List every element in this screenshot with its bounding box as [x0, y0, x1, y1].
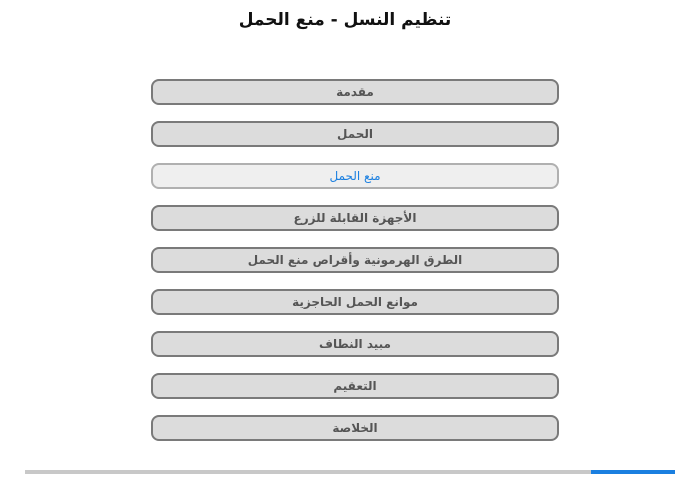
progress-bar-fill [591, 470, 676, 474]
menu-item-summary[interactable]: الخلاصة [151, 415, 559, 441]
menu-item-introduction[interactable]: مقدمة [151, 79, 559, 105]
menu-item-contraception[interactable]: منع الحمل [151, 163, 559, 189]
progress-bar [25, 470, 675, 474]
chapter-menu [151, 79, 559, 457]
page-title: تنظيم النسل - منع الحمل [238, 10, 452, 30]
menu-item-spermicide[interactable]: مبيد النطاف [151, 331, 559, 357]
menu-item-sterilization[interactable]: التعقيم [151, 373, 559, 399]
menu-item-pregnancy[interactable]: الحمل [151, 121, 559, 147]
menu-item-hormonal-methods[interactable]: الطرق الهرمونية وأقراص منع الحمل [151, 247, 559, 273]
menu-item-barrier-methods[interactable]: موانع الحمل الحاجزية [151, 289, 559, 315]
menu-item-implantable-devices[interactable]: الأجهزة القابلة للزرع [151, 205, 559, 231]
